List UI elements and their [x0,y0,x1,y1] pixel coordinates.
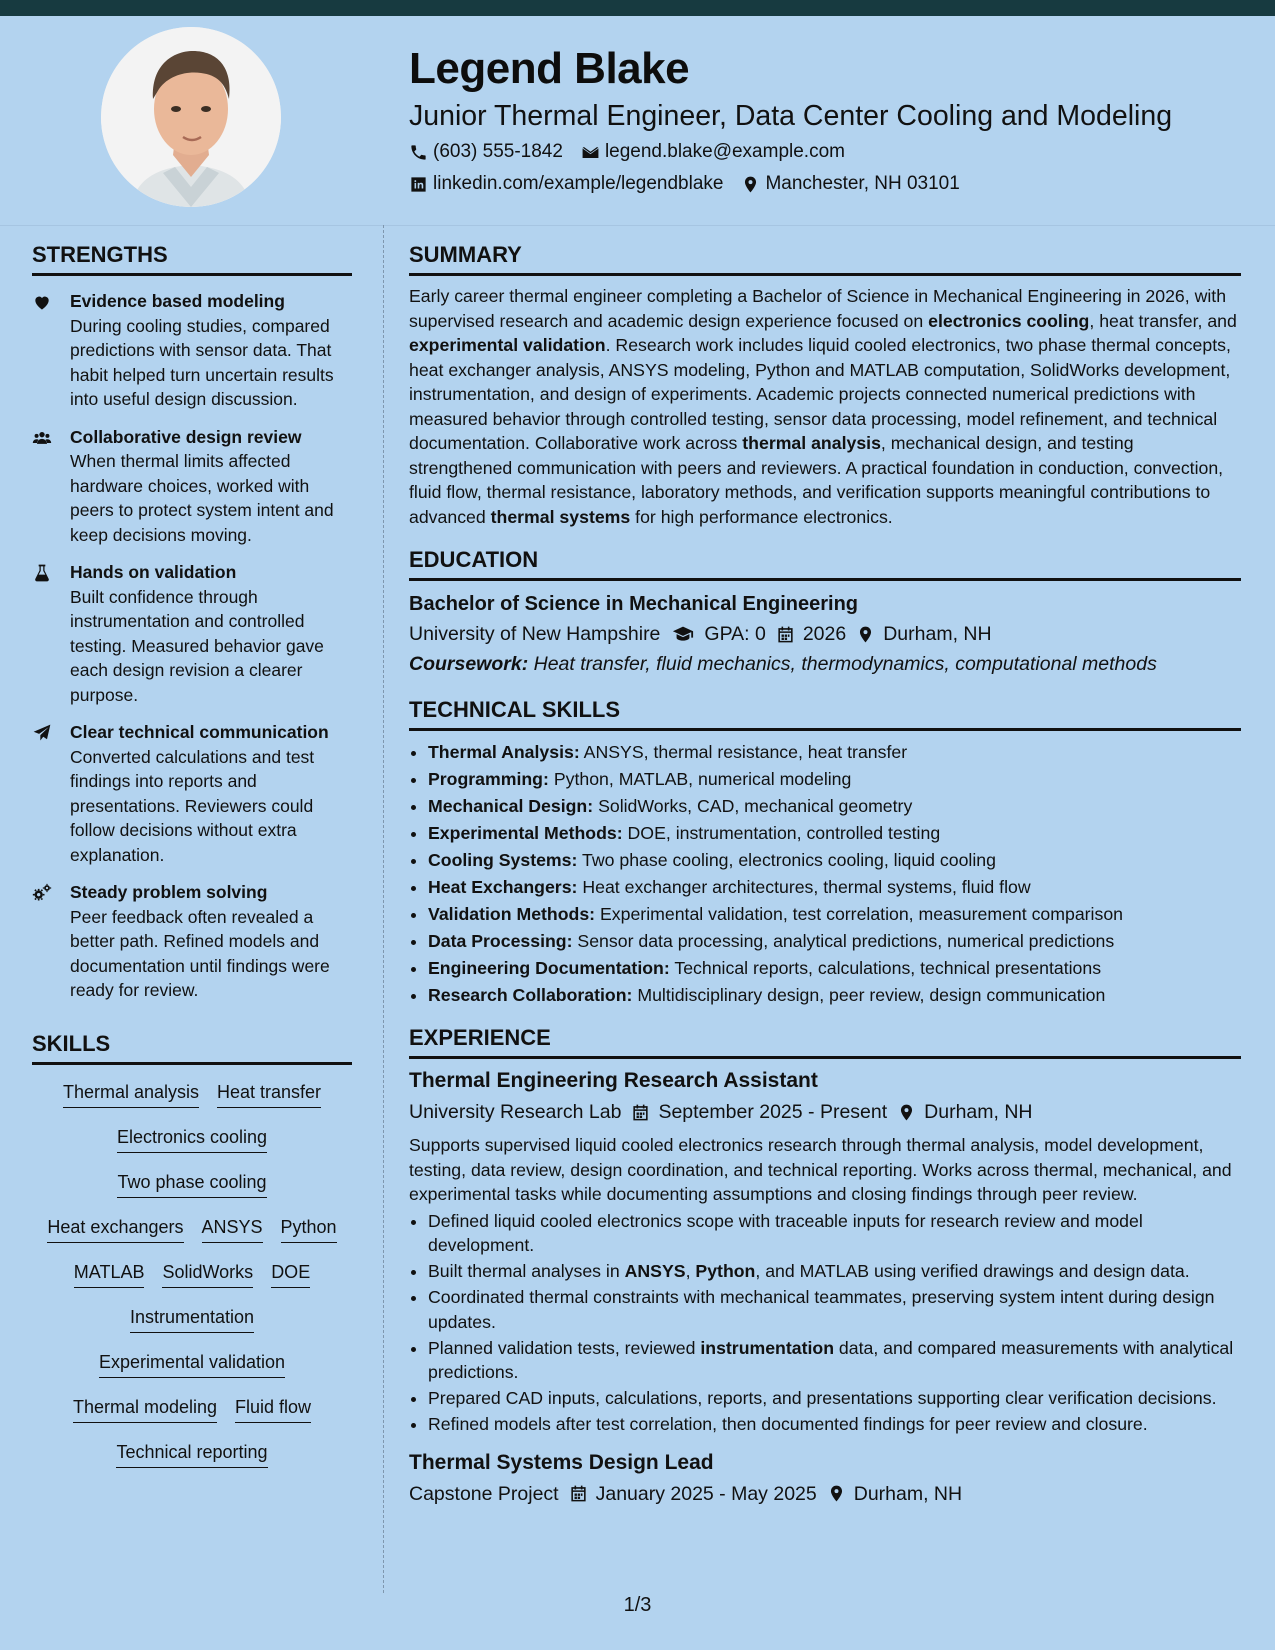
education-degree: Bachelor of Science in Mechanical Engineering [409,593,859,615]
technical-skill-label: Validation Methods: [428,904,596,924]
phone-icon [409,143,428,162]
email-text: legend.blake@example.com [604,141,845,162]
strengths-heading: STRENGTHS [32,238,352,276]
strength-icon-wrap [32,720,70,867]
heart-icon [32,292,52,312]
column-divider [383,225,384,1593]
location-contact [741,173,959,195]
strength-item [32,289,352,412]
job-description: Supports supervised liquid cooled electronics research through thermal analysis, model development, testing, data review, design coordination, and technical reporting. Works across thermal, mechanical, and experimental tasks while documenting assumptions and closing findings through peer review. [409,1135,1232,1204]
job-bullet: • Planned validation tests, reviewed instrumentation data, and compared measurements with analytical predictions. [428,1336,1241,1385]
education-year [776,619,846,649]
gpa-text: GPA: 0 [704,623,766,645]
flask-icon [32,563,52,583]
profile-photo [101,27,281,207]
strength-icon-wrap [32,425,70,548]
job-dates-text: September 2025 - Present [658,1101,888,1123]
contact-row-1 [409,136,1249,168]
technical-skill-value: Heat exchanger architectures, thermal systems, fluid flow [582,877,1031,897]
technical-skill-value: Sensor data processing, analytical predictions, numerical predictions [577,931,1115,951]
technical-skill-item [428,847,1241,874]
paper-plane-icon [32,723,52,743]
job-org-text: Capstone Project [409,1482,559,1505]
candidate-title: Junior Thermal Engineer, Data Center Cooling and Modeling [409,100,1173,132]
job-dates [569,1479,817,1509]
job-location-text: Durham, NH [924,1101,1033,1123]
skill-tag: Python [281,1214,337,1243]
strengths-list [32,289,352,1003]
left-column [32,238,352,1484]
education-heading: EDUCATION [409,543,1241,581]
skill-row [32,1304,352,1349]
job-bullet: • Prepared CAD inputs, calculations, reports, and presentations supporting clear verification decisions. [428,1386,1241,1411]
technical-skill-value: Experimental validation, test correlation, measurement comparison [599,904,1123,924]
technical-skill-label: Heat Exchangers: [428,877,578,897]
strength-body [70,720,352,867]
portrait-image [101,27,281,207]
job-bullet: • Refined models after test correlation, then documented findings for peer review and closure. [428,1412,1241,1437]
technical-skill-label: Thermal Analysis: [428,742,580,762]
education-location [856,619,991,649]
technical-skill-item [428,982,1241,1009]
phone-text: (603) 555-1842 [433,141,563,162]
skill-tag: Technical reporting [116,1439,267,1468]
skill-row [32,1079,352,1124]
strength-body [70,560,352,707]
skill-row [32,1394,352,1439]
graduation-cap-icon [670,623,696,645]
strength-item [32,880,352,1003]
map-pin-icon [741,175,760,194]
job-location-text: Durham, NH [853,1482,963,1505]
skills-tags [32,1079,352,1484]
job-meta [409,1097,1241,1127]
job-org [409,1479,559,1509]
experience-item [409,1447,1241,1509]
job-dates-text: January 2025 - May 2025 [595,1482,817,1505]
job-title: Thermal Engineering Research Assistant [409,1069,818,1092]
education-school [409,619,660,649]
job-bullet: • Defined liquid cooled electronics scope with traceable inputs for research review and model development. [428,1209,1241,1258]
strength-title: Collaborative design review [70,426,302,447]
location-text: Manchester, NH 03101 [765,173,960,194]
skill-tag: DOE [271,1259,310,1288]
strength-text: During cooling studies, compared predictions with sensor data. That habit helped turn uncertain results into useful design discussion. [70,315,334,409]
job-org-text: University Research Lab [409,1101,622,1123]
calendar-icon [776,625,795,644]
skill-row [32,1169,352,1214]
job-title: Thermal Systems Design Lead [409,1450,714,1474]
technical-skill-item [428,793,1241,820]
job-bullet: • Built thermal analyses in ANSYS, Python, and MATLAB using verified drawings and design data. [428,1259,1241,1284]
technical-skill-item [428,928,1241,955]
skill-row [32,1439,352,1484]
technical-skill-label: Experimental Methods: [428,823,623,843]
skill-tag: Instrumentation [130,1304,254,1333]
strength-title: Evidence based modeling [70,291,285,311]
right-column [409,238,1241,1509]
calendar-icon [631,1103,650,1122]
skill-tag: Heat exchangers [47,1214,183,1243]
technical-skill-item [428,820,1241,847]
education-meta [409,619,1241,649]
strength-body [70,880,352,1003]
skill-tag: SolidWorks [162,1259,253,1288]
job-bullet: • Coordinated thermal constraints with mechanical teammates, preserving system intent during design updates. [428,1285,1241,1334]
coursework-label: Coursework: [409,653,529,675]
map-pin-icon [856,625,875,644]
job-dates [631,1097,887,1127]
education-location-text: Durham, NH [883,623,992,645]
skill-tag: Fluid flow [235,1394,311,1423]
strength-title: Hands on validation [70,562,237,582]
strength-item [32,560,352,707]
phone-contact[interactable] [409,141,563,163]
job-bullets [409,1209,1241,1437]
skill-tag: Thermal modeling [73,1394,217,1423]
technical-skills-heading: TECHNICAL SKILLS [409,693,1241,731]
technical-skill-value: DOE, instrumentation, controlled testing [627,823,941,843]
strength-icon-wrap [32,560,70,707]
skill-tag: Heat transfer [217,1079,321,1108]
experience-list [409,1065,1241,1509]
email-contact[interactable] [581,141,845,163]
coursework-text: Heat transfer, fluid mechanics, thermodynamics, computational methods [533,653,1157,675]
resume-header [409,40,1249,200]
strength-body [70,425,352,548]
skill-tag: Electronics cooling [117,1124,267,1153]
technical-skill-item [428,955,1241,982]
strength-icon-wrap [32,289,70,412]
users-icon [32,428,52,448]
top-bar [0,0,1275,16]
linkedin-contact[interactable] [409,173,723,195]
strength-body [70,289,352,412]
skill-tag: ANSYS [202,1214,263,1243]
envelope-icon [581,143,600,162]
map-pin-icon [897,1103,916,1122]
school-name: University of New Hampshire [409,623,661,645]
linkedin-icon [409,175,428,194]
gears-icon [32,883,52,903]
experience-heading: EXPERIENCE [409,1021,1241,1059]
map-pin-icon [827,1484,846,1503]
technical-skill-item [428,874,1241,901]
technical-skill-label: Mechanical Design: [428,796,594,816]
technical-skill-label: Research Collaboration: [428,985,633,1005]
skill-tag: MATLAB [74,1259,145,1288]
strength-text: When thermal limits affected hardware choices, worked with peers to protect system intent and keep decisions moving. [70,451,334,545]
strength-item [32,720,352,867]
education-gpa [670,619,765,649]
strength-text: Peer feedback often revealed a better path. Refined models and documentation until findings were ready for review. [70,906,330,1000]
coursework [409,649,1241,679]
header-divider [0,225,1275,226]
skill-row [32,1349,352,1394]
strength-title: Clear technical communication [70,722,329,742]
skill-tag: Two phase cooling [117,1169,266,1198]
technical-skills-list [409,739,1241,1009]
skill-row [32,1124,352,1169]
technical-skill-item [428,739,1241,766]
skill-tag: Experimental validation [99,1349,285,1378]
technical-skill-label: Engineering Documentation: [428,958,670,978]
strength-text: Converted calculations and test findings into reports and presentations. Reviewers could follow decisions without extra explanation. [70,746,315,865]
job-org [409,1097,621,1127]
strength-icon-wrap [32,880,70,1003]
candidate-name: Legend Blake [409,44,690,93]
skill-tag: Thermal analysis [63,1079,199,1108]
job-location [827,1479,962,1509]
contact-row-2 [409,168,1249,200]
job-location [897,1097,1032,1127]
technical-skill-item [428,901,1241,928]
technical-skill-value: Python, MATLAB, numerical modeling [553,769,852,789]
technical-skill-item [428,766,1241,793]
strength-text: Built confidence through instrumentation and controlled testing. Measured behavior gave each design revision a clearer purpose. [70,586,324,705]
technical-skill-value: SolidWorks, CAD, mechanical geometry [598,796,913,816]
technical-skill-value: Multidisciplinary design, peer review, design communication [637,985,1106,1005]
skill-row [32,1259,352,1304]
linkedin-text: linkedin.com/example/legendblake [433,173,724,194]
technical-skill-value: Technical reports, calculations, technical presentations [674,958,1102,978]
technical-skill-label: Data Processing: [428,931,573,951]
calendar-icon [569,1484,588,1503]
experience-item [409,1065,1241,1437]
strength-title: Steady problem solving [70,882,268,902]
strength-item [32,425,352,548]
page-number: 1/3 [623,1594,652,1616]
technical-skill-value: ANSYS, thermal resistance, heat transfer [583,742,908,762]
skills-heading: SKILLS [32,1027,352,1065]
year-text: 2026 [802,623,847,645]
summary-heading: SUMMARY [409,238,1241,276]
job-meta [409,1479,1241,1509]
technical-skill-label: Cooling Systems: [428,850,578,870]
technical-skill-label: Programming: [428,769,549,789]
technical-skill-value: Two phase cooling, electronics cooling, liquid cooling [582,850,996,870]
skill-row [32,1214,352,1259]
summary-text: Early career thermal engineer completing a Bachelor of Science in Mechanical Engineering in 2026, with supervised research and academic design experience focused on electronics cooling, heat transfer, and experimental validation. Research work includes liquid cooled electronics, two phase thermal concepts, heat exchanger analysis, ANSYS modeling, Python and MATLAB computation, SolidWorks development, instrumentation, and design of experiments. Academic projects connected numerical predictions with measured behavior through controlled testing, sensor data processing, model refinement, and technical documentation. Collaborative work across thermal analysis, mechanical design, and testing strengthened communication with peers and reviewers. A practical foundation in conduction, convection, fluid flow, thermal resistance, laboratory methods, and verification supports meaningful contributions to advanced thermal systems for high performance electronics. [409,286,1237,527]
